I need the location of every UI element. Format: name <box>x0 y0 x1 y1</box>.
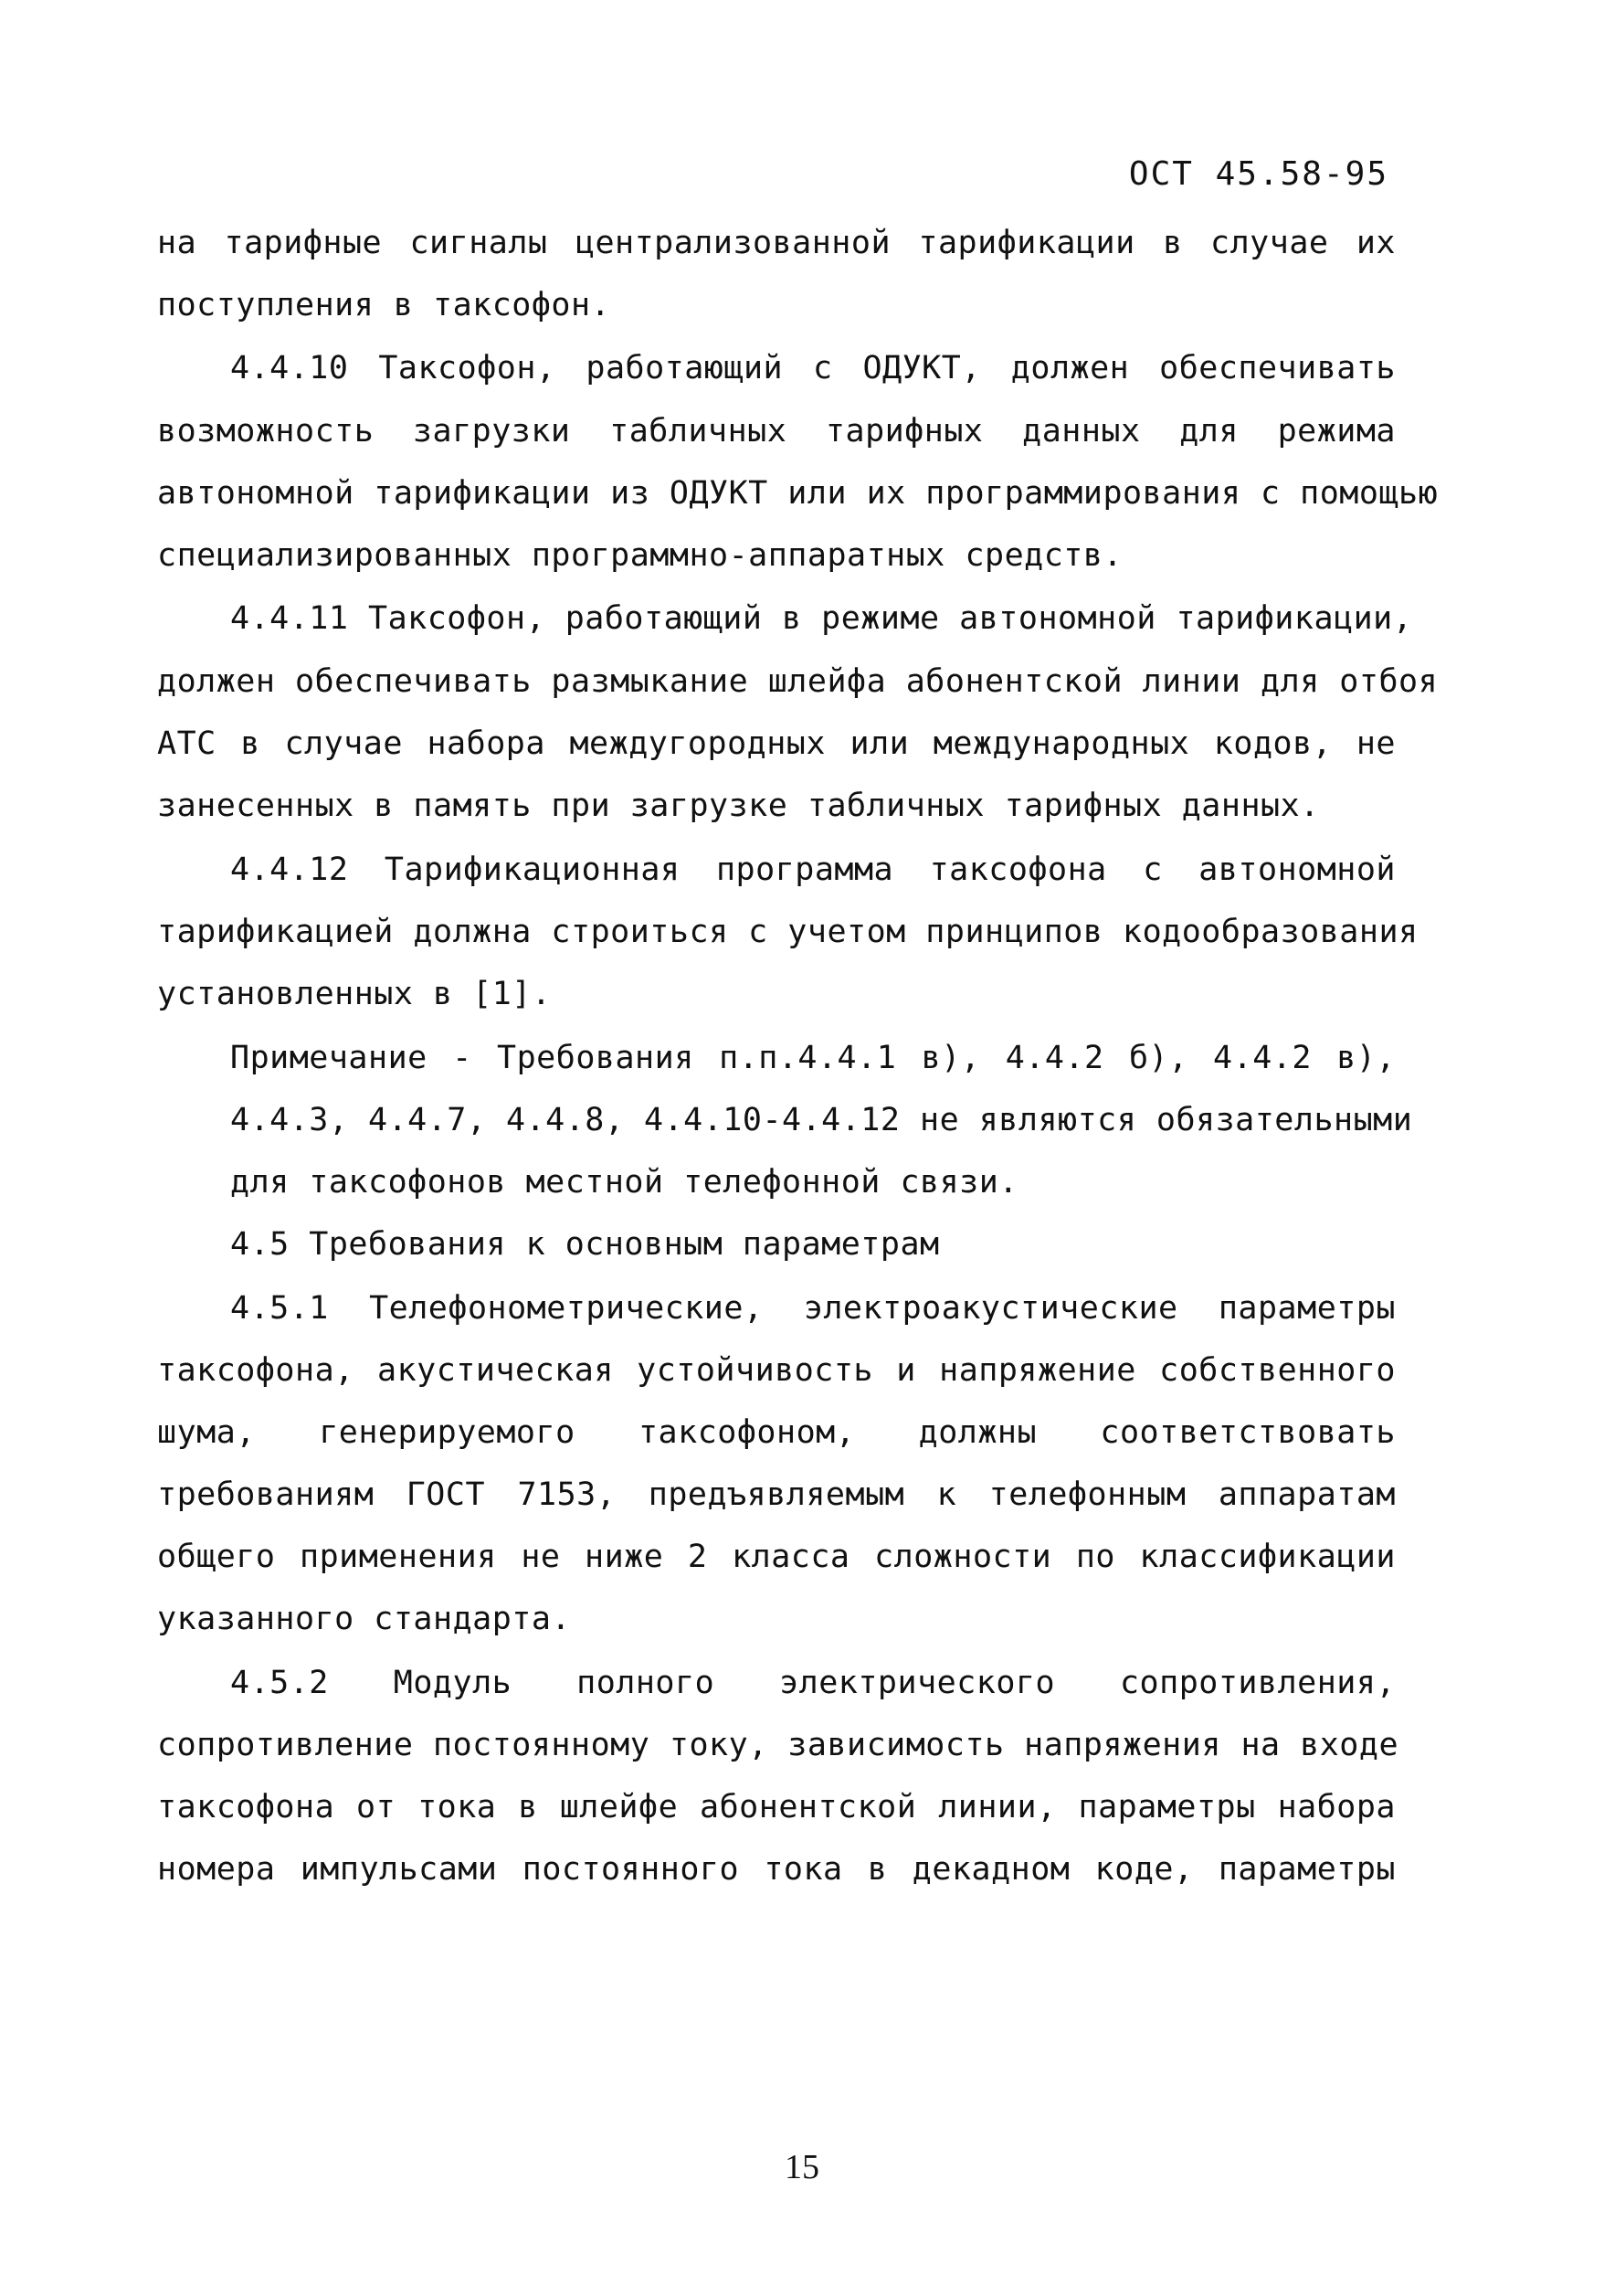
text-line: таксофона, акустическая устойчивость и напряжение собственного <box>157 1352 1396 1389</box>
text-line: требованиям ГОСТ 7153, предъявляемым к телефонным аппаратам <box>157 1476 1396 1513</box>
paragraph-4-4-11: 4.4.11 Таксофон, работающий в режиме автономной тарификации, <box>230 600 1413 637</box>
text-line: на тарифные сигналы централизованной тарификации в случае их <box>157 225 1396 261</box>
text-line: шума, генерируемого таксофоном, должны соответствовать <box>157 1414 1396 1451</box>
note-line: для таксофонов местной телефонной связи. <box>230 1164 1018 1201</box>
text-line: установленных в [1]. <box>157 976 552 1012</box>
paragraph-4-5-2: 4.5.2 Модуль полного электрического сопротивления, <box>230 1665 1396 1701</box>
text-line: номера импульсами постоянного тока в декадном коде, параметры <box>157 1851 1396 1888</box>
text-line: возможность загрузки табличных тарифных данных для режима <box>157 413 1396 450</box>
text-line: занесенных в память при загрузке табличных тарифных данных. <box>157 788 1320 824</box>
paragraph-4-4-12: 4.4.12 Тарификационная программа таксофона с автономной <box>230 852 1396 888</box>
text-line: тарификацией должна строиться с учетом принципов кодообразования <box>157 914 1419 950</box>
paragraph-4-4-10: 4.4.10 Таксофон, работающий с ОДУКТ, должен обеспечивать <box>230 350 1396 386</box>
text-line: общего применения не ниже 2 класса сложности по классификации <box>157 1539 1396 1575</box>
text-line: АТС в случае набора междугородных или международных кодов, не <box>157 725 1396 762</box>
text-line: указанного стандарта. <box>157 1601 572 1637</box>
section-heading-4-5: 4.5 Требования к основным параметрам <box>230 1226 940 1263</box>
text-line: таксофона от тока в шлейфе абонентской линии, параметры набора <box>157 1789 1396 1825</box>
text-line: специализированных программно-аппаратных средств. <box>157 537 1124 574</box>
note-line: 4.4.3, 4.4.7, 4.4.8, 4.4.10-4.4.12 не являются обязательными <box>230 1102 1413 1138</box>
paragraph-4-5-1: 4.5.1 Телефонометрические, электроакустические параметры <box>230 1290 1396 1327</box>
page-number: 15 <box>785 2148 819 2186</box>
note-line: Примечание - Требования п.п.4.4.1 в), 4.4.2 б), 4.4.2 в), <box>230 1040 1396 1076</box>
document-header: ОСТ 45.58-95 <box>1128 155 1388 193</box>
text-line: должен обеспечивать размыкание шлейфа абонентской линии для отбоя <box>157 663 1439 700</box>
text-line: сопротивление постоянному току, зависимость напряжения на входе <box>157 1727 1399 1763</box>
text-line: поступления в таксофон. <box>157 287 611 323</box>
text-line: автономной тарификации из ОДУКТ или их программирования с помощью <box>157 475 1439 512</box>
